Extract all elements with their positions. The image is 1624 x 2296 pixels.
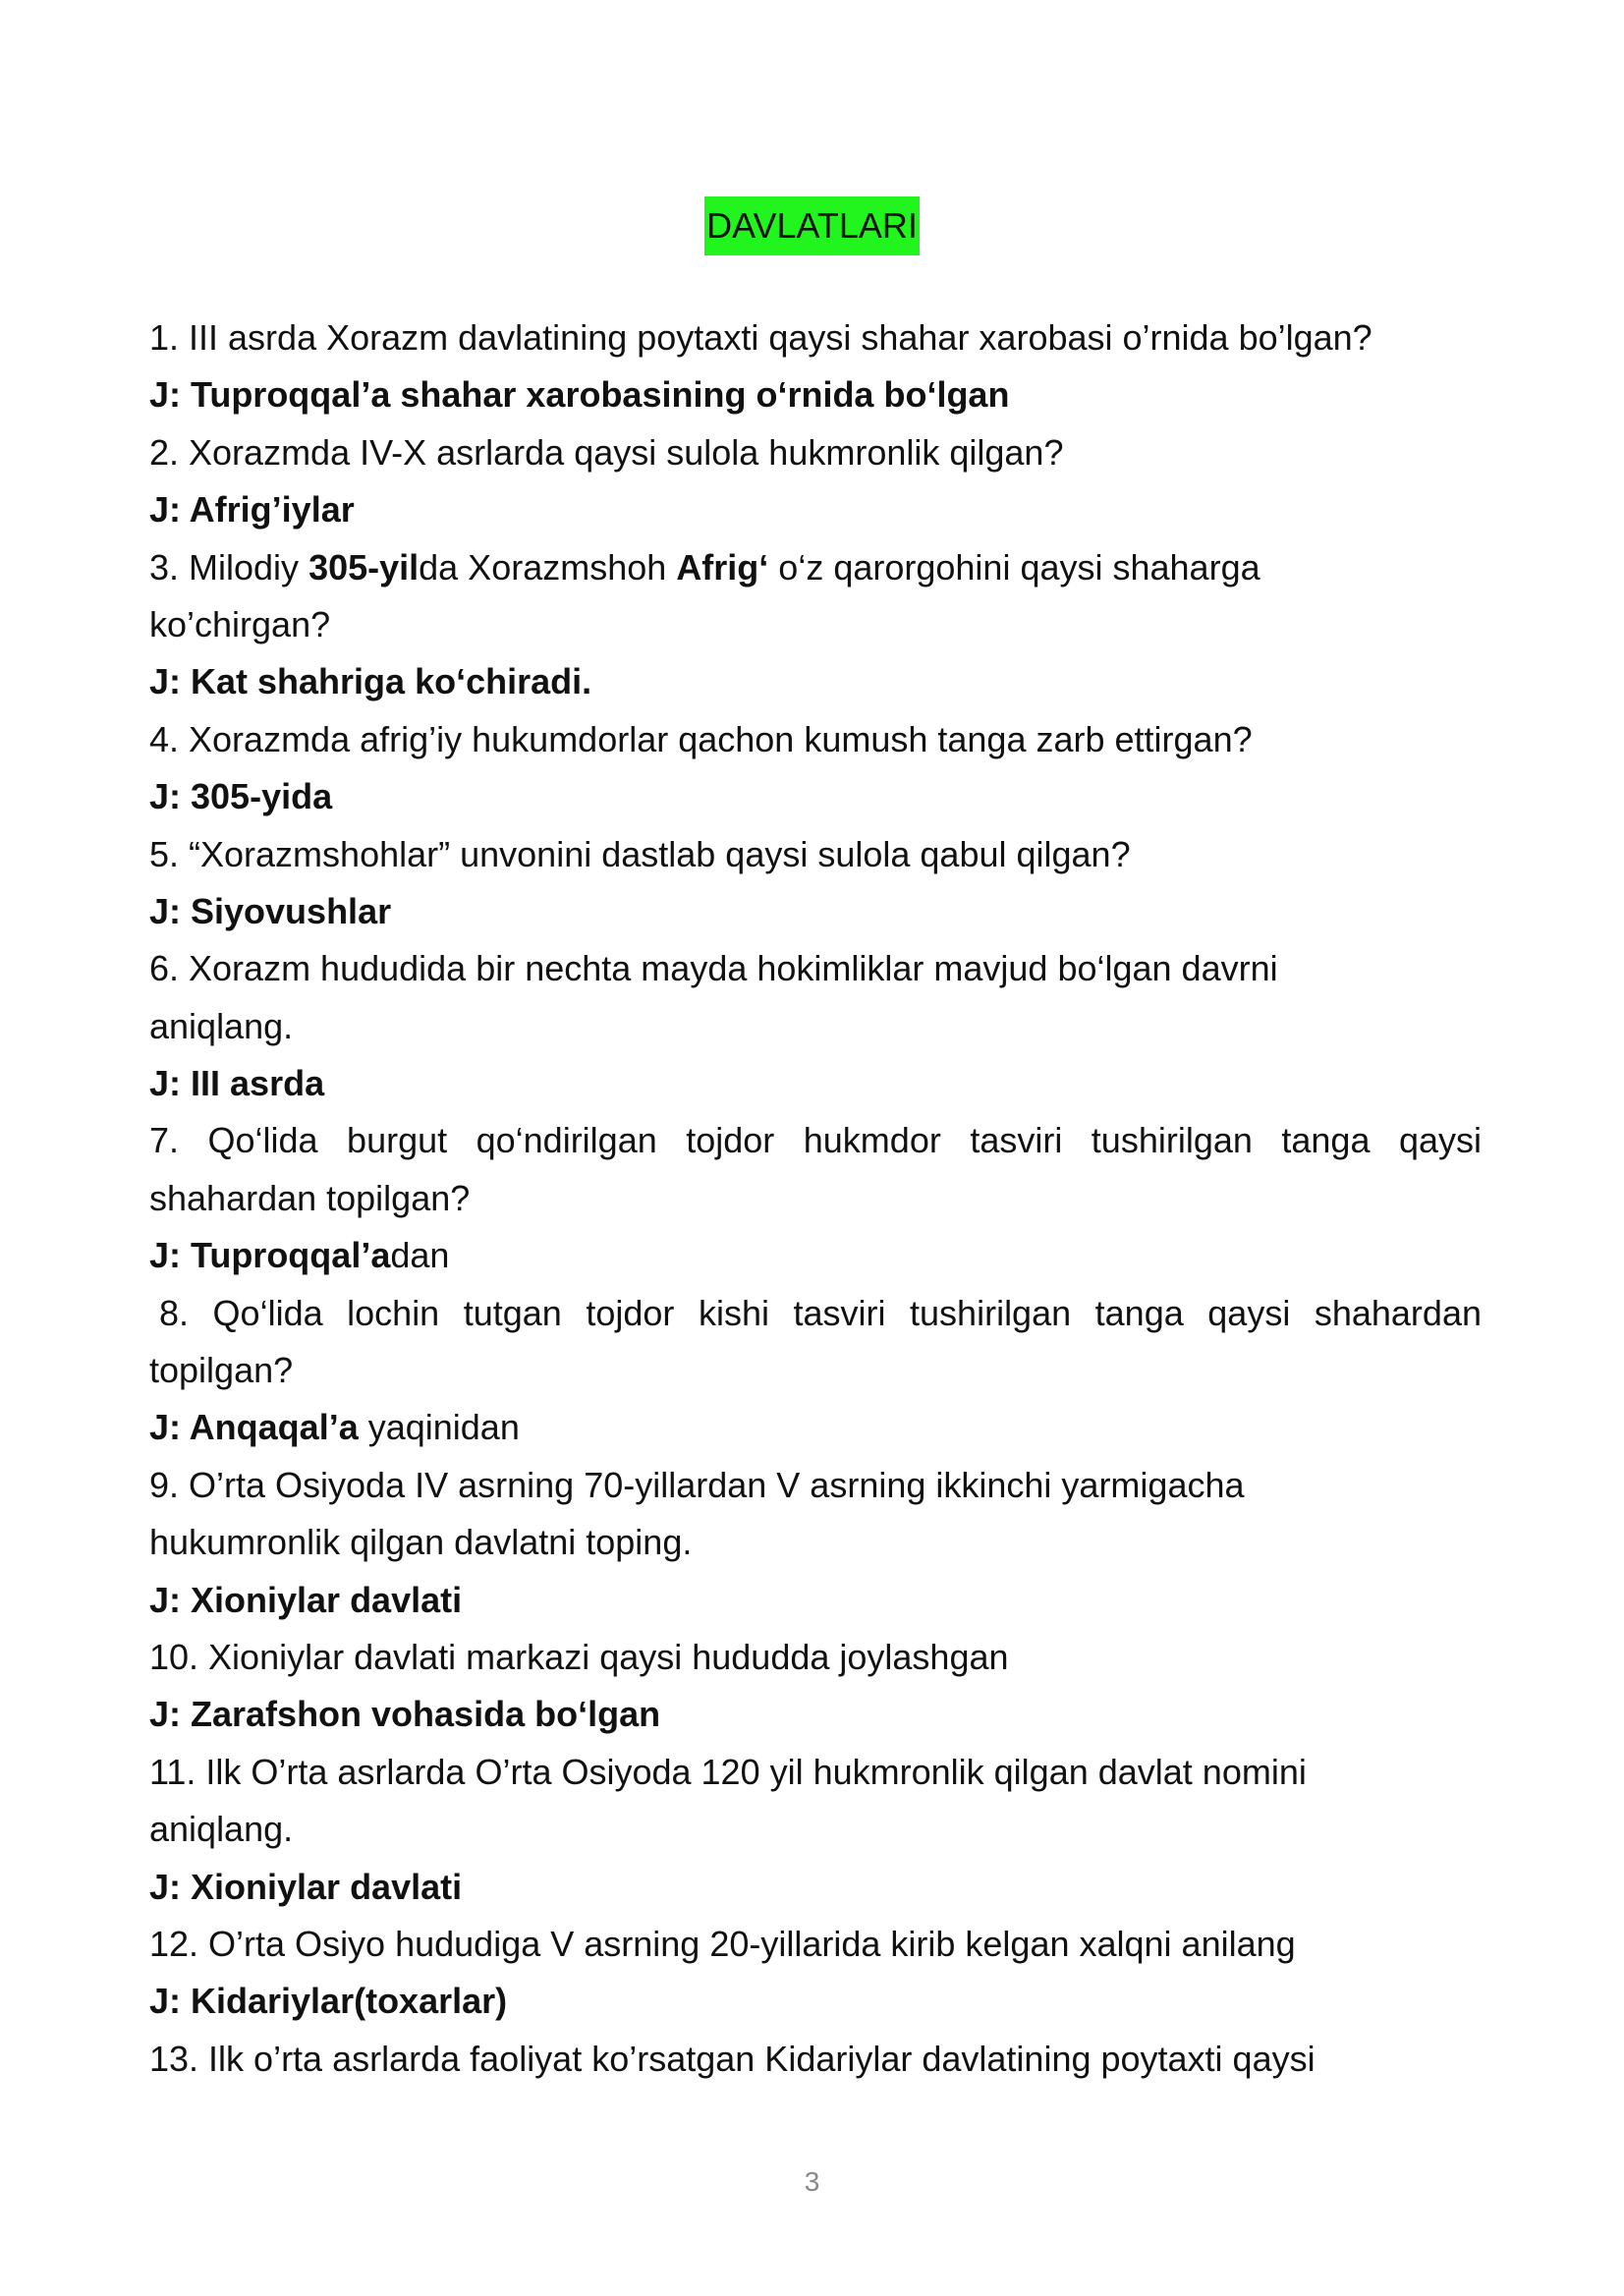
question-3-text-c: o‘z qarorgohini qaysi shaharga xyxy=(768,546,1260,588)
answer-3: J: Kat shahriga ko‘chiradi. xyxy=(149,661,592,702)
answer-1: J: Tuproqqal’a shahar xarobasining o‘rnida bo‘lgan xyxy=(149,374,1010,416)
question-2: 2. Xorazmda IV-X asrlarda qaysi sulola hukmronlik qilgan? xyxy=(149,431,1064,473)
question-9-line-1: 9. O’rta Osiyoda IV asrning 70-yillardan V asrning ikkinchi yarmigacha xyxy=(149,1464,1245,1505)
question-8-line-2: topilgan? xyxy=(149,1350,294,1391)
question-10: 10. Xioniylar davlati markazi qaysi hududda joylashgan xyxy=(149,1636,1009,1677)
question-3-text-b: da Xorazmshoh xyxy=(419,546,677,588)
question-9-line-2: hukumronlik qilgan davlatni toping. xyxy=(149,1522,693,1563)
question-list xyxy=(149,309,1482,2088)
answer-11: J: Xioniylar davlati xyxy=(149,1866,463,1907)
page-heading xyxy=(0,196,1624,255)
question-12: 12. O’rta Osiyo hududiga V asrning 20-yillarida kirib kelgan xalqni anilang xyxy=(149,1923,1296,1964)
question-3-text-a: 3. Milodiy xyxy=(149,546,309,588)
answer-5: J: Siyovushlar xyxy=(149,890,392,931)
page-number: 3 xyxy=(804,2166,820,2197)
answer-6: J: III asrda xyxy=(149,1063,325,1104)
question-6-line-2: aniqlang. xyxy=(149,1005,294,1046)
answer-8 xyxy=(149,1399,1482,1456)
question-7-line-1: 7. Qo‘lida burgut qo‘ndirilgan tojdor hukmdor tasviri tushirilgan tanga qaysi xyxy=(149,1120,1482,1161)
question-11-line-2: aniqlang. xyxy=(149,1809,294,1850)
question-13: 13. Ilk o’rta asrlarda faoliyat ko’rsatgan Kidariylar davlatining poytaxti qaysi xyxy=(149,2038,1316,2079)
heading-title: DAVLATLARI xyxy=(704,196,920,255)
question-3-year: 305-yil xyxy=(308,546,420,588)
answer-10: J: Zarafshon vohasida bo‘lgan xyxy=(149,1694,661,1735)
question-6-line-1: 6. Xorazm hududida bir nechta mayda hokimliklar mavjud bo‘lgan davrni xyxy=(149,948,1278,989)
question-11-line-1: 11. Ilk O’rta asrlarda O’rta Osiyoda 120 yil hukmronlik qilgan davlat nomini xyxy=(149,1751,1307,1792)
answer-7-bold: J: Tuproqqal’a xyxy=(149,1235,391,1276)
question-4: 4. Xorazmda afrig’iy hukumdorlar qachon kumush tanga zarb ettirgan? xyxy=(149,718,1253,759)
question-3-name: Afrig‘ xyxy=(676,546,769,588)
answer-8-rest: yaqinidan xyxy=(358,1407,520,1448)
question-5: 5. “Xorazmshohlar” unvonini dastlab qaysi sulola qabul qilgan? xyxy=(149,833,1131,874)
question-8-line-1: 8. Qo‘lida lochin tutgan tojdor kishi tasviri tushirilgan tanga qaysi shahardan xyxy=(159,1292,1482,1333)
answer-2: J: Afrig’iylar xyxy=(149,489,355,531)
question-3-line-1 xyxy=(149,539,1482,596)
question-3-line-2: ko’chirgan? xyxy=(149,603,331,644)
question-1: 1. III asrda Xorazm davlatining poytaxti qaysi shahar xarobasi o’rnida bo’lgan? xyxy=(149,317,1372,358)
answer-9: J: Xioniylar davlati xyxy=(149,1579,463,1620)
answer-8-bold: J: Anqaqal’a xyxy=(149,1407,359,1448)
answer-12: J: Kidariylar(toxarlar) xyxy=(149,1981,508,2022)
answer-4: J: 305-yida xyxy=(149,776,333,817)
answer-7 xyxy=(149,1227,1482,1284)
answer-7-rest: dan xyxy=(390,1235,450,1276)
question-7-line-2: shahardan topilgan? xyxy=(149,1177,471,1218)
